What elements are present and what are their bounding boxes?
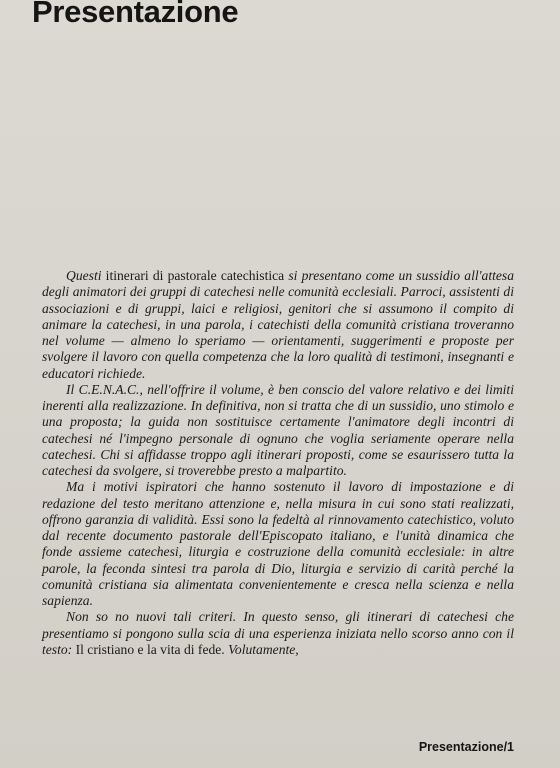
page-footer: Presentazione/1 (418, 740, 514, 754)
paragraph (42, 479, 514, 609)
paragraph (42, 382, 514, 480)
body-text (42, 268, 514, 658)
text-run: Non so no nuovi tali criteri. In questo senso, gli itinerari di catechesi che presentiamo si pongono sulla scia di una esperienza iniziata nello scorso anno con il testo: (42, 609, 514, 657)
text-run: Volutamente, (224, 641, 299, 657)
text-run: Il cristiano e la vita di fede. (75, 641, 225, 657)
page-title: Presentazione (32, 0, 239, 29)
paragraph (42, 609, 514, 658)
text-run: Ma i motivi ispiratori che hanno sostenuto il lavoro di impostazione e di redazione del testo meritano attenzione e, nella misura in cui sono stati realizzati, offrono garanzia di validità. Essi sono la fedeltà al rinnovamento catechistico, voluto dal recente documento pastorale dell'Episcopato italiano, e l'unità dinamica che fonde assieme catechesi, liturgia e costruzione della comunità ecclesiale: in altre parole, la feconda sintesi tra parola di Dio, liturgia e servizio di carità perché la comunità cristiana sia alimentata convenientemente e cresca nella scienza e nella sapienza. (42, 479, 514, 608)
text-run: itinerari di pastorale catechistica (101, 268, 289, 283)
text-run: Questi (66, 268, 102, 283)
text-run: Il C.E.N.A.C., nell'offrire il volume, è ben conscio del valore relativo e dei limiti inerenti alla realizzazione. In definitiva, non si tratta che di un sussidio, uno stimolo e una proposta; la guida non sostituisce certamente l'animatore degli incontri di catechesi né l'impegno personale di ognuno che voglia seriamente operare nella catechesi. Chi si affidasse troppo agli itinerari proposti, come se esaurissero tutta la catechesi da svolgere, si troverebbe presto a malpartito. (42, 381, 514, 478)
text-run: si presentano come un sussidio all'attesa degli animatori dei gruppi di catechesi nelle comunità ecclesiali. Parroci, assistenti di associazioni e di gruppi, laici e religiosi, genitori che si assumono il compito di animare la catechesi, in una parola, i catechisti della comunità cristiana troveranno nel volume — almeno lo speriamo — orientamenti, suggerimenti e proposte per svolgere il lavoro con quella competenza che la loro qualità di testimoni, insegnanti e educatori richiede. (42, 268, 514, 381)
paragraph (42, 268, 514, 382)
